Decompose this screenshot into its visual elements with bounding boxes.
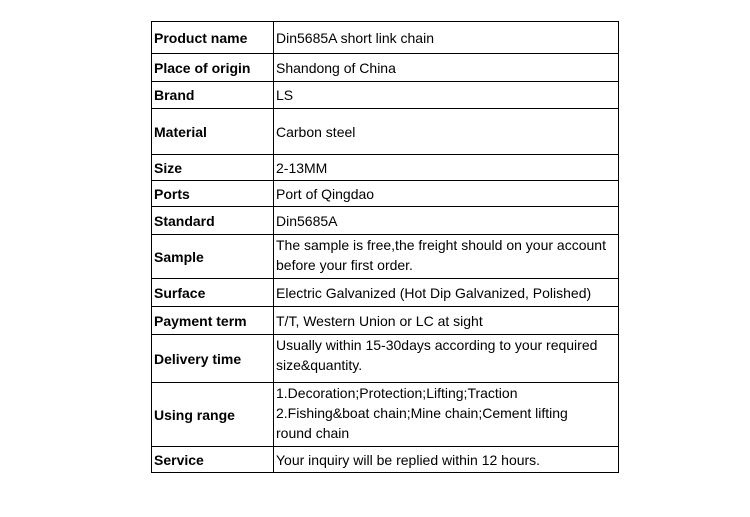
row-value <box>274 22 619 54</box>
value-line: Shandong of China <box>276 59 396 76</box>
value-line: T/T, Western Union or LC at sight <box>276 312 483 329</box>
value-line: before your first order. <box>276 257 413 273</box>
table-row-service <box>152 447 619 473</box>
table-row-place-of-origin <box>152 54 619 82</box>
row-label: Material <box>152 109 274 155</box>
value-line: 2.Fishing&boat chain;Mine chain;Cement lifting <box>276 405 568 421</box>
value-line: 2-13MM <box>276 159 328 176</box>
table-row-size <box>152 155 619 181</box>
row-label: Ports <box>152 181 274 207</box>
row-value <box>274 307 619 335</box>
table-row-standard <box>152 207 619 235</box>
row-label: Using range <box>152 383 274 447</box>
value-line: Your inquiry will be replied within 12 hours. <box>276 451 541 468</box>
table-row-ports <box>152 181 619 207</box>
row-value <box>274 82 619 109</box>
table-row-delivery-time <box>152 335 619 383</box>
value-line: Carbon steel <box>276 123 356 140</box>
product-spec-table <box>151 21 619 473</box>
row-value <box>274 54 619 82</box>
row-value <box>274 335 619 383</box>
row-value <box>274 155 619 181</box>
value-line: The sample is free,the freight should on your account <box>276 237 606 253</box>
value-line: Din5685A <box>276 212 338 229</box>
value-line: 1.Decoration;Protection;Lifting;Traction <box>276 385 518 401</box>
row-label: Brand <box>152 82 274 109</box>
row-value <box>274 279 619 307</box>
row-label: Delivery time <box>152 335 274 383</box>
row-value <box>274 181 619 207</box>
row-label: Surface <box>152 279 274 307</box>
value-line: round chain <box>276 425 350 441</box>
row-value <box>274 235 619 279</box>
value-line: LS <box>276 87 294 103</box>
row-label: Standard <box>152 207 274 235</box>
value-line: Din5685A short link chain <box>276 29 434 46</box>
row-label: Service <box>152 447 274 473</box>
table-row-using-range <box>152 383 619 447</box>
value-line: Usually within 15-30days according to your required <box>276 337 598 353</box>
row-label: Size <box>152 155 274 181</box>
row-label: Sample <box>152 235 274 279</box>
value-line: size&quantity. <box>276 357 363 373</box>
row-label: Place of origin <box>152 54 274 82</box>
table-row-payment-term <box>152 307 619 335</box>
row-value <box>274 383 619 447</box>
row-value <box>274 207 619 235</box>
table-row-brand <box>152 82 619 109</box>
row-label: Payment term <box>152 307 274 335</box>
table-row-sample <box>152 235 619 279</box>
row-value <box>274 109 619 155</box>
value-line: Port of Qingdao <box>276 185 375 202</box>
value-line: Electric Galvanized (Hot Dip Galvanized, Polished) <box>276 284 592 301</box>
row-value <box>274 447 619 473</box>
table-row-surface <box>152 279 619 307</box>
row-label: Product name <box>152 22 274 54</box>
table-row-product-name <box>152 22 619 54</box>
table-row-material <box>152 109 619 155</box>
